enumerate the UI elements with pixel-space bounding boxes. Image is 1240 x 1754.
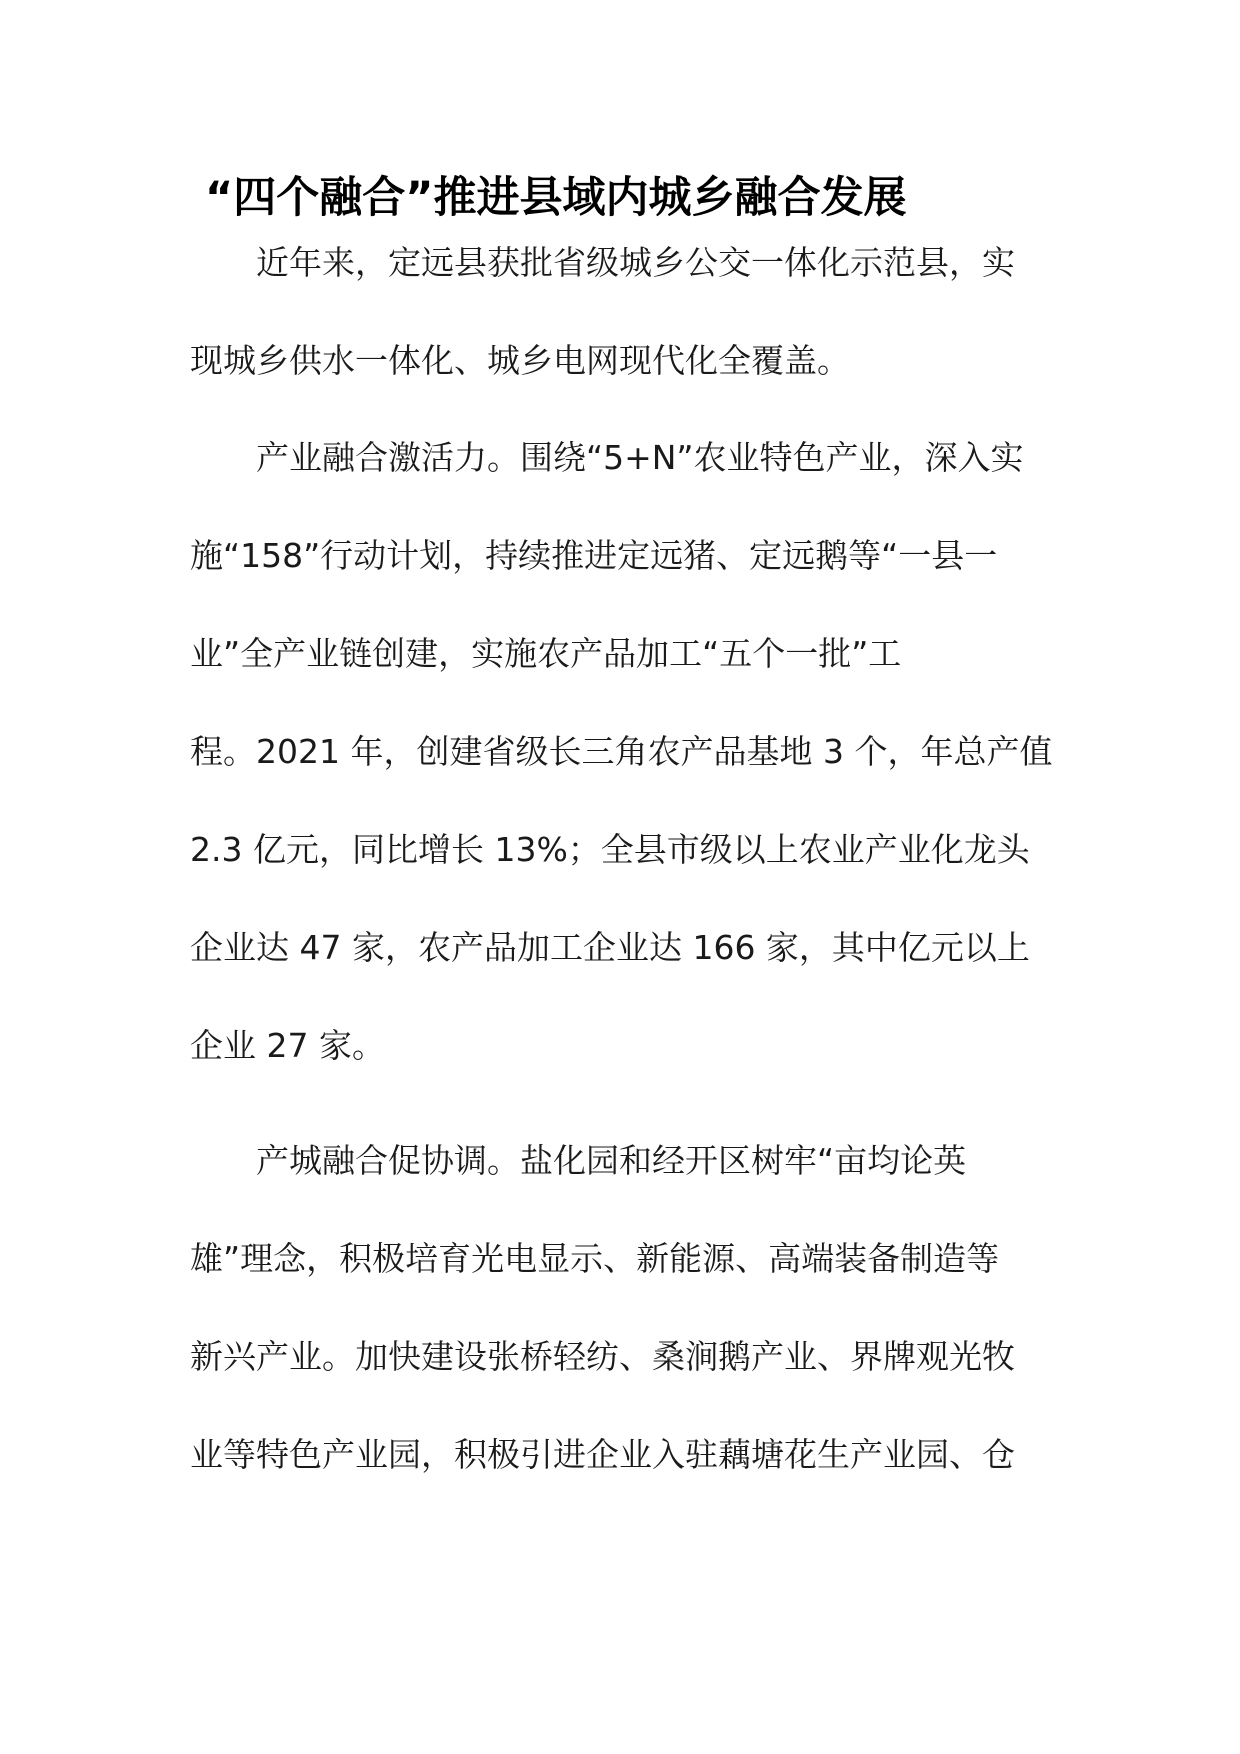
- paragraph-line: 近年来，定远县获批省级城乡公交一体化示范县，实: [256, 243, 1015, 282]
- paragraph-city-industry-integration: [190, 1112, 1070, 1504]
- paragraph-industry-integration: [190, 409, 1070, 1095]
- paragraph-line: 产城融合促协调。盐化园和经开区树牢“亩均论英: [256, 1141, 967, 1180]
- paragraph-line: 程。2021 年，创建省级长三角农产品基地 3 个，年总产值: [190, 732, 1053, 771]
- paragraph-line: 业”全产业链创建，实施农产品加工“五个一批”工: [190, 634, 902, 673]
- paragraph-line: 雄”理念，积极培育光电显示、新能源、高端装备制造等: [190, 1239, 1000, 1278]
- document-title: “四个融合”推进县域内城乡融合发展: [205, 173, 907, 223]
- paragraph-line: 施“158”行动计划，持续推进定远猪、定远鹅等“一县一: [190, 536, 998, 575]
- paragraph-line: 2.3 亿元，同比增长 13%；全县市级以上农业产业化龙头: [190, 830, 1030, 869]
- paragraph-intro: [190, 214, 1070, 410]
- paragraph-line: 企业 27 家。: [190, 1026, 385, 1065]
- paragraph-line: 业等特色产业园，积极引进企业入驻藕塘花生产业园、仓: [190, 1435, 1015, 1474]
- paragraph-line: 产业融合激活力。围绕“5+N”农业特色产业，深入实: [256, 438, 1024, 477]
- paragraph-line: 企业达 47 家，农产品加工企业达 166 家，其中亿元以上: [190, 928, 1030, 967]
- paragraph-line: 新兴产业。加快建设张桥轻纺、桑涧鹅产业、界牌观光牧: [190, 1337, 1015, 1376]
- paragraph-line: 现城乡供水一体化、城乡电网现代化全覆盖。: [190, 341, 850, 380]
